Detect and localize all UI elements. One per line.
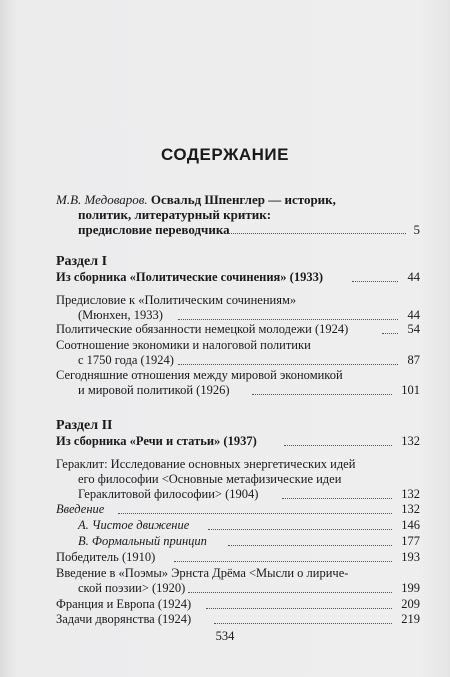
page-number: 101 xyxy=(398,383,420,398)
toc-entry-preface[interactable] xyxy=(56,192,420,237)
toc-entry[interactable] xyxy=(56,457,420,502)
page-number: 5 xyxy=(411,222,421,237)
toc-entry[interactable] xyxy=(56,534,420,549)
toc-entry[interactable] xyxy=(56,566,420,596)
toc-entry[interactable] xyxy=(56,502,420,517)
leader-dots xyxy=(252,394,392,395)
page-number: 132 xyxy=(398,487,420,502)
section1-heading: Из сборника «Политические сочинения» (1933) xyxy=(56,270,323,284)
leader-dots xyxy=(382,333,398,334)
toc-entry[interactable] xyxy=(56,597,420,612)
preface-title-line2: политик, литературный критик: xyxy=(78,207,272,222)
leader-dots xyxy=(178,364,398,365)
preface-author: М.В. Медоваров. xyxy=(56,192,148,207)
entry-line: Гераклит: Исследование основных энергетических идей xyxy=(56,457,356,471)
leader-dots xyxy=(208,529,392,530)
page-number: 132 xyxy=(398,434,420,449)
entry-line: Введение в «Поэмы» Эрнста Дрёма <Мысли о лириче- xyxy=(56,566,349,580)
toc-entry[interactable] xyxy=(56,550,420,565)
page-number: 87 xyxy=(405,353,421,368)
preface-title-line1: Освальд Шпенглер — историк, xyxy=(150,192,336,207)
leader-dots xyxy=(352,281,398,282)
page-title: СОДЕРЖАНИЕ xyxy=(161,145,289,164)
page-number: 199 xyxy=(398,581,420,596)
toc-entry[interactable] xyxy=(56,518,420,533)
page-number: 193 xyxy=(398,550,420,565)
entry-line: Предисловие к «Политическим сочинениям» xyxy=(56,293,297,307)
section-label-1: Раздел I xyxy=(56,254,108,269)
entry-line: В. Формальный принцип xyxy=(78,534,207,548)
page-number: 44 xyxy=(405,270,421,285)
leader-dots xyxy=(178,319,398,320)
entry-line: (Мюнхен, 1933) xyxy=(78,308,163,322)
entry-line: с 1750 года (1924) xyxy=(78,353,174,367)
leader-dots xyxy=(174,561,392,562)
section2-heading: Из сборника «Речи и статьи» (1937) xyxy=(56,434,257,448)
page-number: 44 xyxy=(405,308,421,323)
leader-dots xyxy=(214,623,392,624)
leader-dots xyxy=(228,233,406,234)
preface-title-line3: предисловие переводчика xyxy=(78,222,230,237)
leader-dots xyxy=(228,545,392,546)
entry-line: Задачи дворянства (1924) xyxy=(56,612,192,626)
leader-dots xyxy=(206,608,392,609)
toc-entry-section1-heading[interactable] xyxy=(56,270,420,285)
toc-entry[interactable] xyxy=(56,293,420,323)
toc-entry-section2-heading[interactable] xyxy=(56,434,420,449)
leader-dots xyxy=(118,513,392,514)
entry-line: и мировой политикой (1926) xyxy=(78,383,230,397)
page-number: 209 xyxy=(398,597,420,612)
section-label-2: Раздел II xyxy=(56,418,113,433)
entry-line: его философии <Основные метафизические идеи xyxy=(78,472,342,486)
entry-line: ской поэзии> (1920) xyxy=(78,581,186,595)
leader-dots xyxy=(284,445,392,446)
entry-line: Сегодняшние отношения между мировой экономикой xyxy=(56,368,343,382)
entry-line: Введение xyxy=(56,502,105,516)
entry-line: Соотношение экономики и налоговой политики xyxy=(56,338,311,352)
toc-entry[interactable] xyxy=(56,338,420,368)
entry-line: Франция и Европа (1924) xyxy=(56,597,192,611)
toc-entry[interactable] xyxy=(56,322,420,337)
entry-line: Гераклитовой философии> (1904) xyxy=(78,487,259,501)
toc-entry[interactable] xyxy=(56,612,420,627)
page-number: 219 xyxy=(398,612,420,627)
toc-entry[interactable] xyxy=(56,368,420,398)
entry-line: Победитель (1910) xyxy=(56,550,156,564)
page-number: 132 xyxy=(398,502,420,517)
page-folio: 534 xyxy=(215,629,235,643)
page-number: 54 xyxy=(405,322,421,337)
entry-line: Политические обязанности немецкой молодежи (1924) xyxy=(56,322,349,336)
entry-line: А. Чистое движение xyxy=(78,518,190,532)
leader-dots xyxy=(188,592,392,593)
leader-dots xyxy=(282,498,392,499)
page-number: 177 xyxy=(398,534,420,549)
page-number: 146 xyxy=(398,518,420,533)
